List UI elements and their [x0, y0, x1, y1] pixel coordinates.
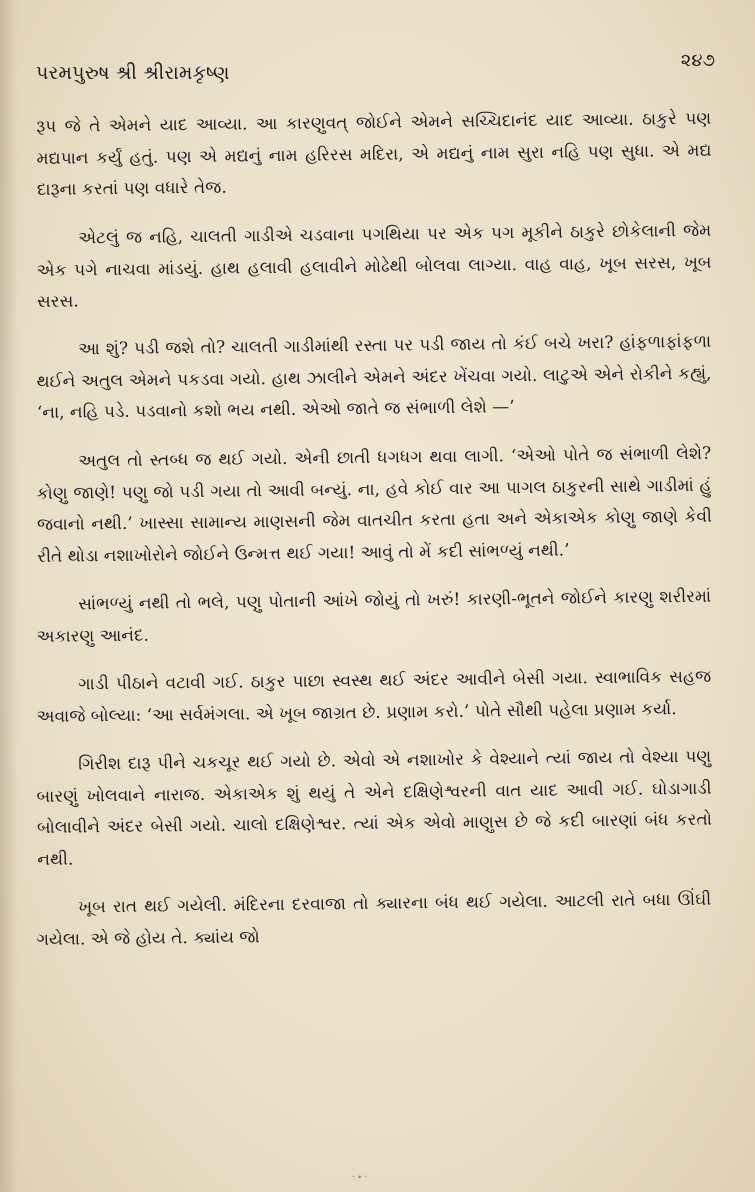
page-body [36, 108, 713, 973]
paragraph-7: ગિરીશ દારૂ પીને ચકચૂર થઈ ગયો છે. એવો એ નશાખોર કે વેશ્યાને ત્યાં જાય તો વેશ્યા પણુ બારણું ખોલવાને નારાજ. એકાએક શું થયું તે એને દક્ષિણેશ્વરની વાત યાદ આવી ગઈ. ઘોડાગાડી બોલાવીને અંદર બેસી ગયો. ચાલો દક્ષિણેશ્વર. ત્યાં એક એવો માણુસ છે જે કદી બારણાં બંધ કરતો નથી. [36, 746, 713, 869]
paragraph-2: એટલું જ નહિ, ચાલતી ગાડીએ ચડવાના પગથિયા પર એક પગ મૂકીને ઠાકુરે છોકેલાની જેમ એક પગે નાચવા માંડયું. હાથ હલાવી હલાવીને મોઢેથી બોલવા લાગ્યા. વાહ વાહ, ખૂબ સરસ, ખૂબ સરસ. [36, 220, 712, 312]
page-number: ૨૪૭ [680, 50, 715, 71]
paragraph-6: ગાડી પીઠાને વટાવી ગઈ. ઠાકુર પાછા સ્વસ્થ થઈ અંદર આવીને બેસી ગયા. સ્વાભાવિક સહજ અવાજે બોલ્યા: ‘આ સર્વમંગલા. એ ખૂબ જાગ્રત છે. પ્રણામ કરો.’ પોતે સૌથી પહેલા પ્રણામ કર્યા. [36, 666, 712, 726]
paragraph-4: અતુલ તો સ્તબ્ધ જ થઈ ગયો. એની છાતી ધગધગ થવા લાગી. ‘એઓ પોતે જ સંભાળી લેશે? કોણુ જાણે! પણુ જો પડી ગયા તો આવી બન્યું. ના, હવે કોઈ વાર આ પાગલ ઠાકુરની સાથે ગાડીમાં હું જવાનો નથી.’ ખાસ્સા સામાન્ય માણસની જેમ વાતચીત કરતા હતા અને એકાએક કોણુ જાણે કેવી રીતે થોડા નશાખોરોને જોઈને ઉન્મત્ત થઈ ગયા! આવું તો મેં કદી સાંભળ્યું નથી.’ [36, 443, 713, 566]
paragraph-1: રૂપ જે તે એમને યાદ આવ્યા. આ કારણુવત્ જોઈને એમને સચ્ચિદાનંદ યાદ આવ્યા. ઠાકુરે પણ મદ્યપાન કર્યું હતું. પણ એ મદ્યનું નામ હરિરસ મદિરા, એ મદ્યનું નામ સુરા નહિ પણ સુધા. એ મદ્ય દારૂના કરતાં પણ વધારે તેજ. [36, 108, 712, 200]
paragraph-3: આ શું? પડી જશે તો? ચાલતી ગાડીમાંથી રસ્તા પર પડી જાય તો કંઈ બચે ખરા? હાંફળાફાંફળા થઈને અતુલ એમને પકડવા ગયો. હાથ ઝાલીને એમને અંદર ખેંચવા ગયો. લાટુએ એને રોકીને કહ્યું, ‘ના, નહિ પડે. પડવાનો કશો ભય નથી. એઓ જાતે જ સંભાળી લેશે —’ [36, 331, 712, 423]
running-head: પરમપુરુષ શ્રી શ્રીરામકૃષ્ણ [36, 62, 230, 84]
page-gutter-shadow [0, 0, 18, 1192]
paragraph-5: સાંભળ્યું નથી તો ભલે, પણુ પોતાની આંખે જોયું તો ખરું! કારણી-ભૂતને જોઈને કારણુ શરીરમાં અકારણુ આનંદ. [36, 586, 712, 646]
paragraph-8: ખૂબ રાત થઈ ગયેલી. મંદિરના દરવાજા તો ક્યારના બંધ થઈ ગયેલા. આટલી રાતે બધા ઊંઘી ગયેલા. એ જે હોય તે. ક્યાંય જો [36, 889, 712, 949]
page-header [36, 50, 715, 100]
print-ornament: ·∙· [352, 1172, 370, 1183]
